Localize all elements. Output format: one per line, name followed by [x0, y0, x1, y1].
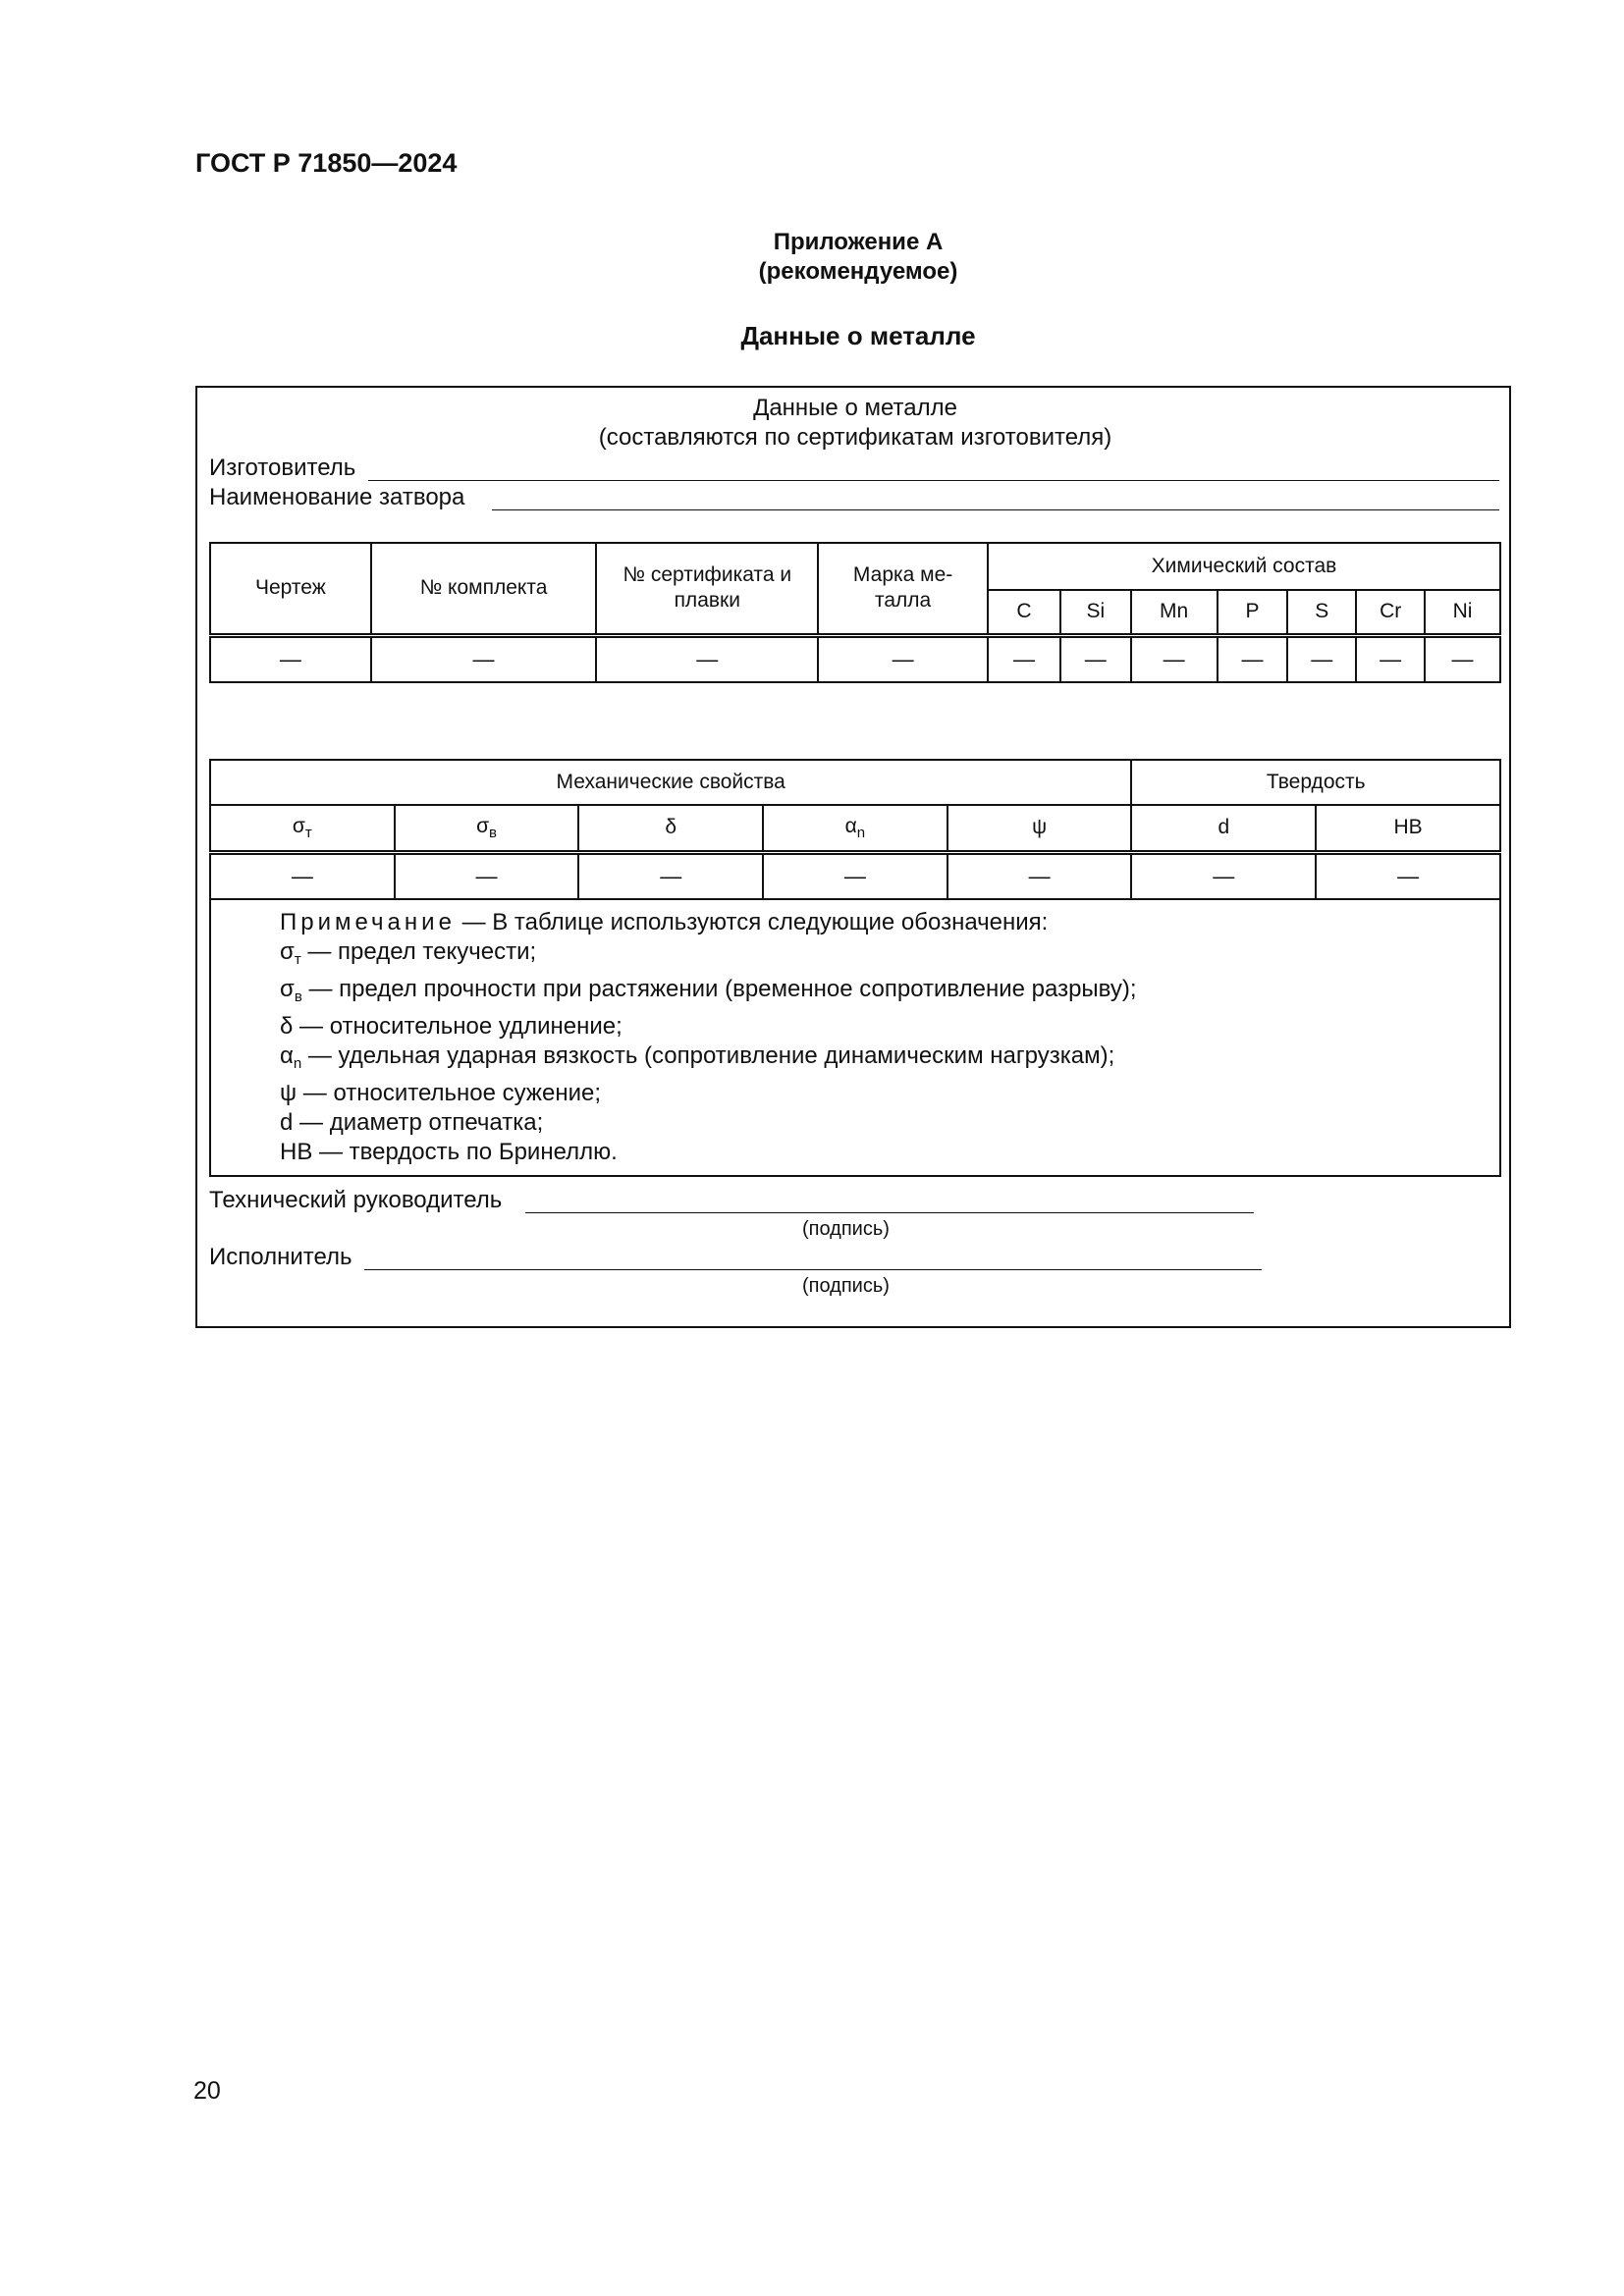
header-set-number: № комплекта [371, 543, 597, 635]
note-text: — предел текучести; [300, 938, 537, 965]
table-note [280, 908, 1488, 1167]
form-title-block [197, 394, 1513, 453]
header-imprint-diameter [1131, 805, 1316, 852]
note-text: — удельная ударная вязкость (сопротивление динамическим нагрузкам); [301, 1042, 1115, 1069]
symbol: HB [1393, 816, 1423, 839]
table-header-row [210, 543, 1500, 590]
header-element: Si [1060, 590, 1131, 635]
note-label: Примечание [280, 909, 456, 935]
note-item [280, 1012, 1488, 1041]
table-cell: — [371, 635, 597, 682]
note-item [280, 1138, 1488, 1167]
table-cell: — [1218, 635, 1288, 682]
note-item [280, 1108, 1488, 1138]
header-element: C [988, 590, 1060, 635]
note-text: — диаметр отпечатка; [293, 1109, 544, 1136]
page-number: 20 [193, 2077, 221, 2105]
header-metal-grade: Марка ме-талла [818, 543, 988, 635]
header-chemical-composition: Химический состав [988, 543, 1500, 590]
tech-lead-signature-field[interactable] [525, 1212, 1254, 1213]
table-row [210, 852, 1500, 899]
note-item [280, 1079, 1488, 1108]
table-cell: — [818, 635, 988, 682]
note-intro-line [280, 908, 1488, 937]
note-item [280, 1041, 1488, 1079]
header-reduction-of-area [947, 805, 1132, 852]
note-row [210, 899, 1500, 1176]
note-text: — предел прочности при растяжении (временное сопротивление разрыву); [301, 976, 1137, 1002]
table-cell: — [1131, 852, 1316, 899]
symbol-subscript: т [294, 951, 301, 968]
mechanical-properties-table [209, 759, 1501, 1177]
symbol-subscript: n [856, 824, 866, 841]
symbol: d [280, 1109, 294, 1136]
table-cell: — [578, 852, 763, 899]
form-title: Данные о металле [753, 395, 957, 421]
manufacturer-label: Изготовитель [209, 454, 356, 481]
symbol: σ [280, 976, 295, 1002]
header-tensile-strength [395, 805, 579, 852]
header-element: Ni [1425, 590, 1500, 635]
symbol: σ [476, 814, 490, 837]
symbol: ψ [1032, 816, 1048, 839]
executor-signature-caption: (подпись) [802, 1275, 890, 1297]
form-subtitle: (составляются по сертификатам изготовителя) [598, 424, 1112, 451]
gate-name-label: Наименование затвора [209, 484, 465, 510]
symbol-subscript: n [293, 1055, 302, 1072]
manufacturer-field[interactable] [368, 480, 1499, 481]
header-element: Cr [1356, 590, 1425, 635]
chemical-composition-table [209, 542, 1501, 683]
header-drawing: Чертеж [210, 543, 371, 635]
table-cell: — [947, 852, 1132, 899]
document-id: ГОСТ Р 71850—2024 [195, 148, 458, 178]
executor-label: Исполнитель [209, 1244, 352, 1270]
symbol: α [280, 1042, 294, 1069]
header-impact-toughness [763, 805, 947, 852]
symbol: HB [280, 1139, 313, 1165]
section-title: Данные о металле [740, 321, 976, 350]
note-cell [210, 899, 1500, 1176]
header-mechanical-properties: Механические свойства [210, 760, 1131, 805]
symbol: σ [292, 814, 305, 837]
symbol: δ [665, 816, 677, 839]
table-row [210, 635, 1500, 682]
header-brinell-hardness [1316, 805, 1500, 852]
note-item [280, 975, 1488, 1012]
header-element: S [1287, 590, 1356, 635]
table-header-row [210, 760, 1500, 805]
symbol-subscript: в [294, 988, 302, 1005]
note-intro: — В таблице используются следующие обозначения: [455, 909, 1049, 935]
gate-name-field[interactable] [492, 509, 1499, 510]
header-element: P [1218, 590, 1288, 635]
annex-heading [0, 228, 1624, 287]
table-cell: — [210, 635, 371, 682]
table-cell: — [1131, 635, 1218, 682]
table-cell: — [988, 635, 1060, 682]
note-text: — относительное удлинение; [293, 1013, 623, 1040]
table-header-row [210, 805, 1500, 852]
note-text: — относительное сужение; [297, 1080, 602, 1106]
metal-data-form [195, 386, 1511, 1328]
tech-lead-label: Технический руководитель [209, 1187, 503, 1213]
header-certificate: № сертификата и плавки [596, 543, 818, 635]
table-cell: — [1287, 635, 1356, 682]
table-cell: — [763, 852, 947, 899]
table-cell: — [1425, 635, 1500, 682]
annex-title: Приложение А [773, 229, 944, 255]
table-cell: — [1356, 635, 1425, 682]
header-element: Mn [1131, 590, 1218, 635]
header-yield-strength [210, 805, 395, 852]
symbol: δ [280, 1013, 294, 1040]
table-cell: — [1060, 635, 1131, 682]
symbol-subscript: т [304, 824, 312, 841]
symbol: ψ [280, 1080, 298, 1106]
note-item [280, 937, 1488, 975]
executor-signature-field[interactable] [364, 1269, 1262, 1270]
table-cell: — [596, 635, 818, 682]
table-cell: — [210, 852, 395, 899]
table-cell: — [395, 852, 579, 899]
symbol: d [1218, 816, 1230, 839]
annex-subtitle: (рекомендуемое) [758, 258, 958, 285]
symbol-subscript: в [489, 824, 497, 841]
header-elongation [578, 805, 763, 852]
header-hardness: Твердость [1131, 760, 1500, 805]
table-cell: — [1316, 852, 1500, 899]
tech-lead-signature-caption: (подпись) [802, 1218, 890, 1240]
symbol: σ [280, 938, 295, 965]
symbol: α [844, 814, 857, 837]
note-text: — твердость по Бринеллю. [312, 1139, 618, 1165]
